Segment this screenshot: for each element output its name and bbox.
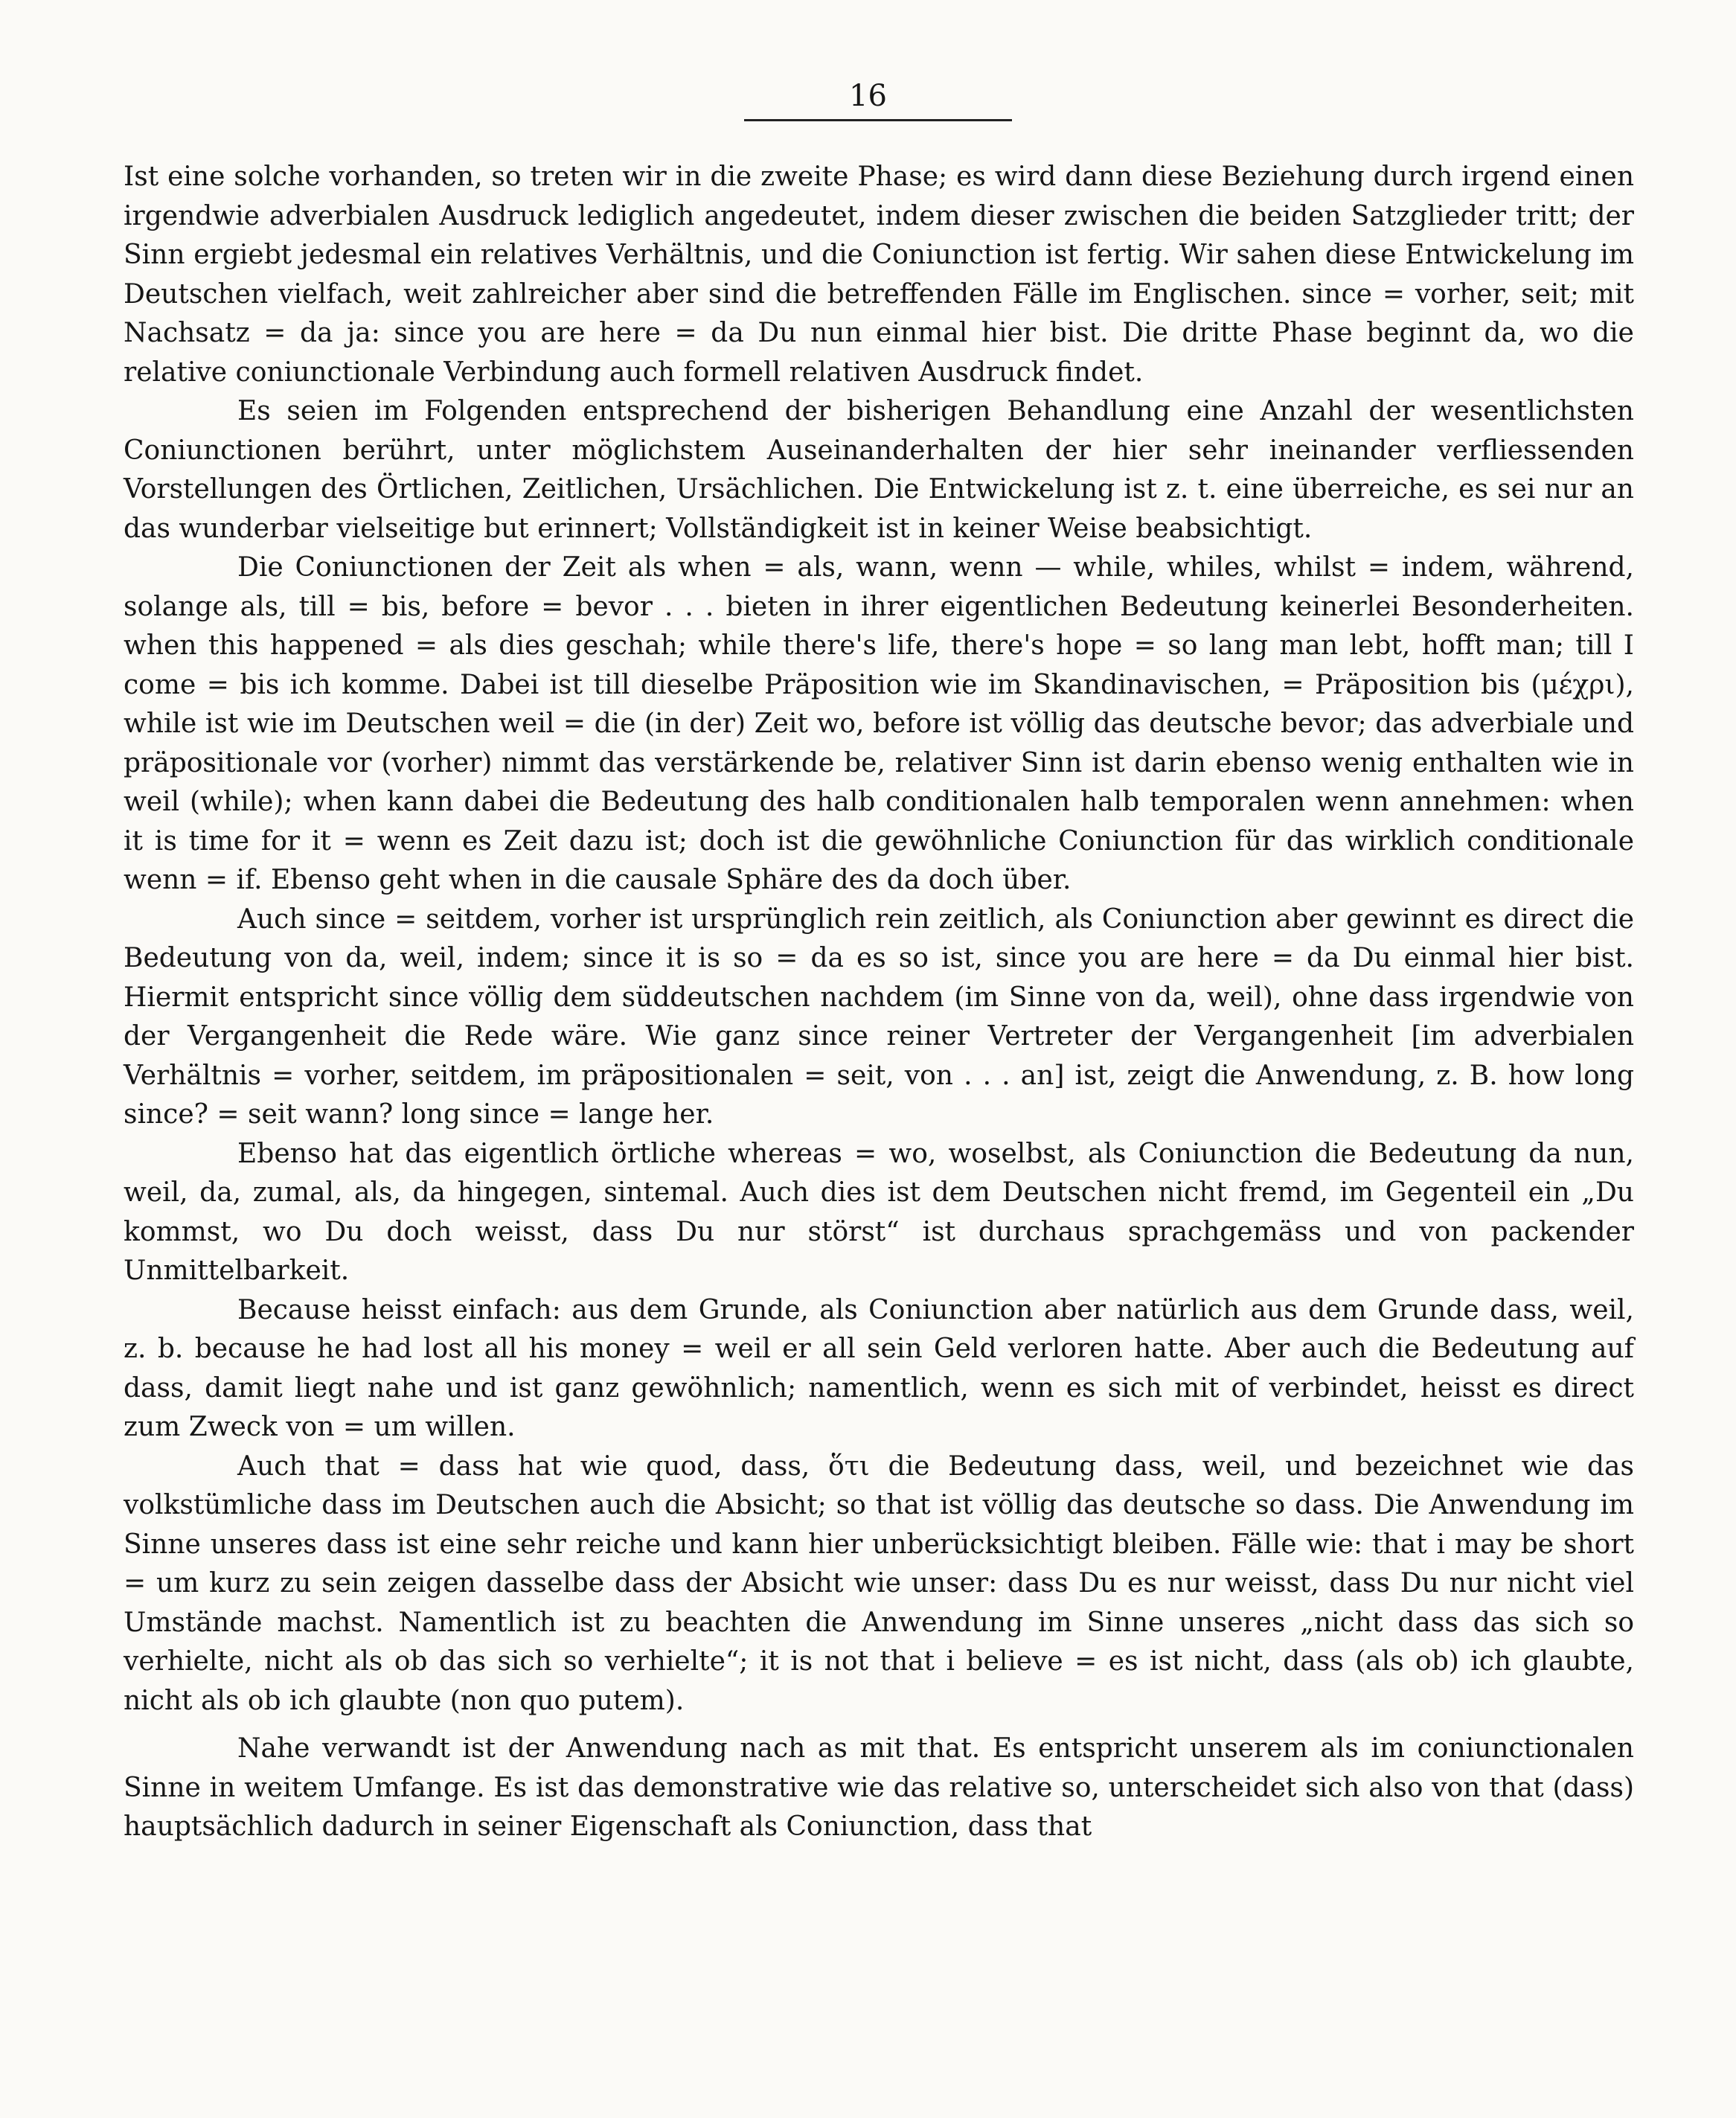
- paragraph: Ist eine solche vorhanden, so treten wir in die zweite Phase; es wird dann diese Beziehung durch irgend einen irgendwie adverbialen Ausdruck lediglich angedeutet, indem dieser zwischen die beiden Satzglieder tritt; der Sinn ergiebt jedesmal ein relatives Verhältnis, und die Coniunction ist fertig. Wir sahen diese Entwickelung im Deutschen vielfach, weit zahlreicher aber sind die betreffenden Fälle im Englischen. since = vorher, seit; mit Nachsatz = da ja: since you are here = da Du nun einmal hier bist. Die dritte Phase beginnt da, wo die relative coniunctionale Verbindung auch formell relativen Ausdruck findet.: [124, 161, 1634, 388]
- page-number: 16: [849, 79, 887, 113]
- paragraph: Die Coniunctionen der Zeit als when = als, wann, wenn — while, whiles, whilst = indem, während, solange als, till = bis, before = bevor . . . bieten in ihrer eigentlichen Bedeutung keinerlei Besonderheiten. when this happened = als dies geschah; while there's life, there's hope = so lang man lebt, hofft man; till I come = bis ich komme. Dabei ist till dieselbe Präposition wie im Skandinavischen, = Präposition bis (μέχρι), while ist wie im Deutschen weil = die (in der) Zeit wo, before ist völlig das deutsche bevor; das adverbiale und präpositionale vor (vorher) nimmt das verstärkende be, relativer Sinn ist darin ebenso wenig enthalten wie in weil (while); when kann dabei die Bedeutung des halb conditionalen halb temporalen wenn annehmen: when it is time for it = wenn es Zeit dazu ist; doch ist die gewöhnliche Coniunction für das wirklich conditionale wenn = if. Ebenso geht when in die causale Sphäre des da doch über.: [124, 552, 1634, 895]
- paragraph: Because heisst einfach: aus dem Grunde, als Coniunction aber natürlich aus dem Grunde dass, weil, z. b. because he had lost all his money = weil er all sein Geld verloren hatte. Aber auch die Bedeutung auf dass, damit liegt nahe und ist ganz gewöhnlich; namentlich, wenn es sich mit of verbindet, heisst es direct zum Zweck von = um willen.: [124, 1294, 1634, 1442]
- body-text: [124, 158, 1634, 1847]
- paragraph: Nahe verwandt ist der Anwendung nach as mit that. Es entspricht unserem als im coniunctionalen Sinne in weitem Umfange. Es ist das demonstrative wie das relative so, unterscheidet sich also von that (dass) hauptsächlich dadurch in seiner Eigenschaft als Coniunction, dass that: [124, 1733, 1634, 1842]
- paragraph: Auch that = dass hat wie quod, dass, ὅτι die Bedeutung dass, weil, und bezeichnet wie das volkstümliche dass im Deutschen auch die Absicht; so that ist völlig das deutsche so dass. Die Anwendung im Sinne unseres dass ist eine sehr reiche und kann hier unberücksichtigt bleiben. Fälle wie: that i may be short = um kurz zu sein zeigen dasselbe dass der Absicht wie unser: dass Du es nur weisst, dass Du nur nicht viel Umstände machst. Namentlich ist zu beachten die Anwendung im Sinne unseres „nicht dass das sich so verhielte, nicht als ob das sich so verhielte“; it is not that i believe = es ist nicht, dass (als ob) ich glaubte, nicht als ob ich glaubte (non quo putem).: [124, 1450, 1634, 1716]
- paragraph: Ebenso hat das eigentlich örtliche whereas = wo, woselbst, als Coniunction die Bedeutung da nun, weil, da, zumal, als, da hingegen, sintemal. Auch dies ist dem Deutschen nicht fremd, im Gegenteil ein „Du kommst, wo Du doch weisst, dass Du nur störst“ ist durchaus sprachgemäss und von packender Unmittelbarkeit.: [124, 1138, 1634, 1286]
- paragraph: Auch since = seitdem, vorher ist ursprünglich rein zeitlich, als Coniunction aber gewinnt es direct die Bedeutung von da, weil, indem; since it is so = da es so ist, since you are here = da Du einmal hier bist. Hiermit entspricht since völlig dem süddeutschen nachdem (im Sinne von da, weil), ohne dass irgendwie von der Vergangenheit die Rede wäre. Wie ganz since reiner Vertreter der Vergangenheit [im adverbialen Verhältnis = vorher, seitdem, im präpositionalen = seit, von . . . an] ist, zeigt die Anwendung, z. B. how long since? = seit wann? long since = lange her.: [124, 903, 1634, 1130]
- header-rule: [744, 119, 1012, 121]
- paragraph: Es seien im Folgenden entsprechend der bisherigen Behandlung eine Anzahl der wesentlichsten Coniunctionen berührt, unter möglichstem Auseinanderhalten der hier sehr ineinander verfliessenden Vorstellungen des Örtlichen, Zeitlichen, Ursächlichen. Die Entwickelung ist z. t. eine überreiche, es sei nur an das wunderbar vielseitige but erinnert; Vollständigkeit ist in keiner Weise beabsichtigt.: [124, 396, 1634, 544]
